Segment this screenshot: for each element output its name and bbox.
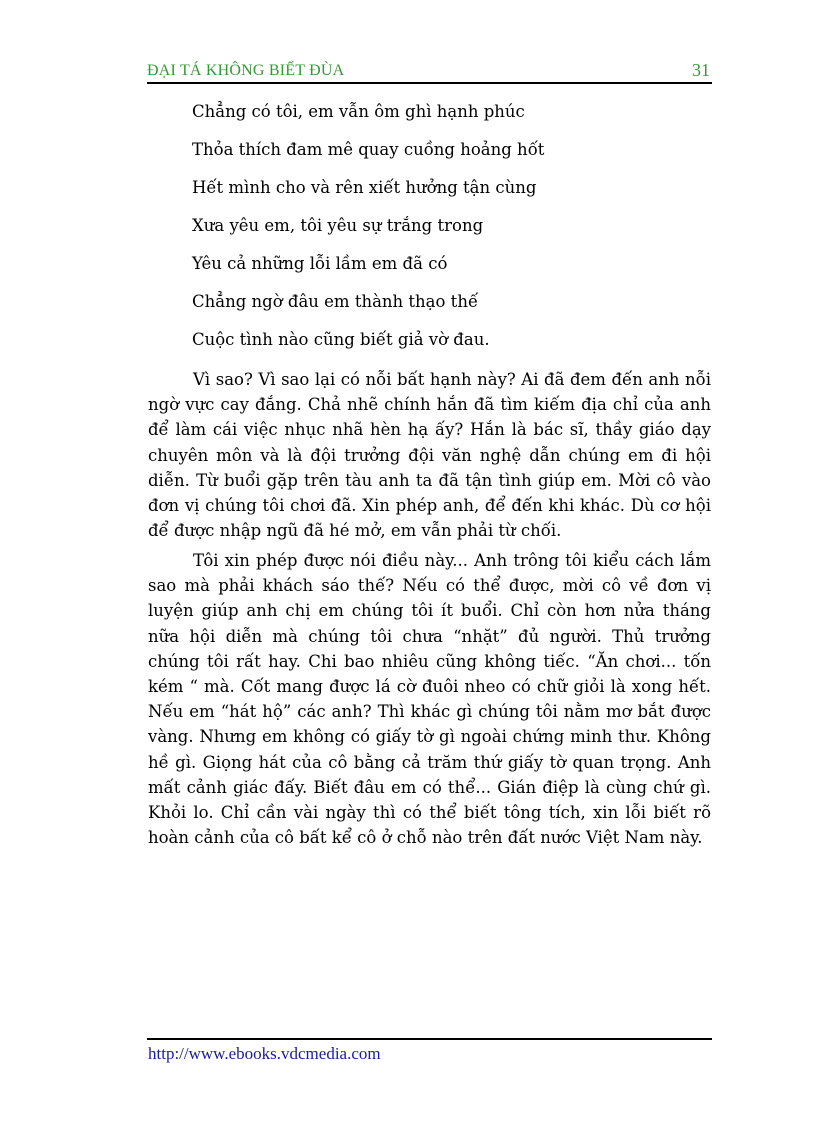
poem-line: Xưa yêu em, tôi yêu sự trắng trong <box>192 216 484 235</box>
book-title: ĐẠI TÁ KHÔNG BIẾT ĐÙA <box>147 62 345 79</box>
footer-url-link[interactable]: http://www.ebooks.vdcmedia.com <box>148 1044 381 1063</box>
poem-line: Thỏa thích đam mê quay cuồng hoảng hốt <box>192 140 545 159</box>
page-number: 31 <box>692 60 710 80</box>
poem-line: Yêu cả những lỗi lầm em đã có <box>192 254 448 273</box>
body-paragraph: Tôi xin phép được nói điều này... Anh trông tôi kiểu cách lắm sao mà phải khách sáo thế? Nếu có thể được, mời cô về đơn vị luyện giúp anh chị em chúng tôi ít buổi. Chỉ còn hơn nửa tháng nữa hội diễn mà chúng tôi chưa “nhặt” đủ người. Thủ trưởng chúng tôi rất hay. Chi bao nhiêu cũng không tiếc. “Ăn chơi... tốn kém “ mà. Cốt mang được lá cờ đuôi nheo có chữ giỏi là xong hết. Nếu em “hát hộ” các anh? Thì khác gì chúng tôi nằm mơ bắt được vàng. Nhưng em không có giấy tờ gì ngoài chứng minh thư. Không hề gì. Giọng hát của cô bằng cả trăm thứ giấy tờ quan trọng. Anh mất cảnh giác đấy. Biết đâu em có thể... Gián điệp là cùng chứ gì. Khỏi lo. Chỉ cần vài ngày thì có thể biết tông tích, xin lỗi biết rõ hoàn cảnh của cô bất kể cô ở chỗ nào trên đất nước Việt Nam này. <box>148 551 711 848</box>
body-paragraph: Vì sao? Vì sao lại có nỗi bất hạnh này? Ai đã đem đến anh nỗi ngờ vực cay đắng. Chả nhẽ chính hắn đã tìm kiếm địa chỉ của anh để làm cái việc nhục nhã hèn hạ ấy? Hắn là bác sĩ, thầy giáo dạy chuyên môn và là đội trưởng đội văn nghệ dẫn chúng em đi hội diễn. Từ buổi gặp trên tàu anh ta đã tận tình giúp em. Mời cô vào đơn vị chúng tôi chơi đã. Xin phép anh, để đến khi khác. Dù cơ hội để được nhập ngũ đã hé mở, em vẫn phải từ chối. <box>148 370 711 541</box>
page-header <box>147 60 712 84</box>
poem-line: Hết mình cho và rên xiết hưởng tận cùng <box>192 178 537 197</box>
poem-block <box>192 98 712 364</box>
poem-line: Chẳng ngờ đâu em thành thạo thế <box>192 292 479 311</box>
poem-line: Cuộc tình nào cũng biết giả vờ đau. <box>192 330 490 349</box>
poem-line: Chẳng có tôi, em vẫn ôm ghì hạnh phúc <box>192 102 525 121</box>
footer-divider <box>147 1038 712 1040</box>
